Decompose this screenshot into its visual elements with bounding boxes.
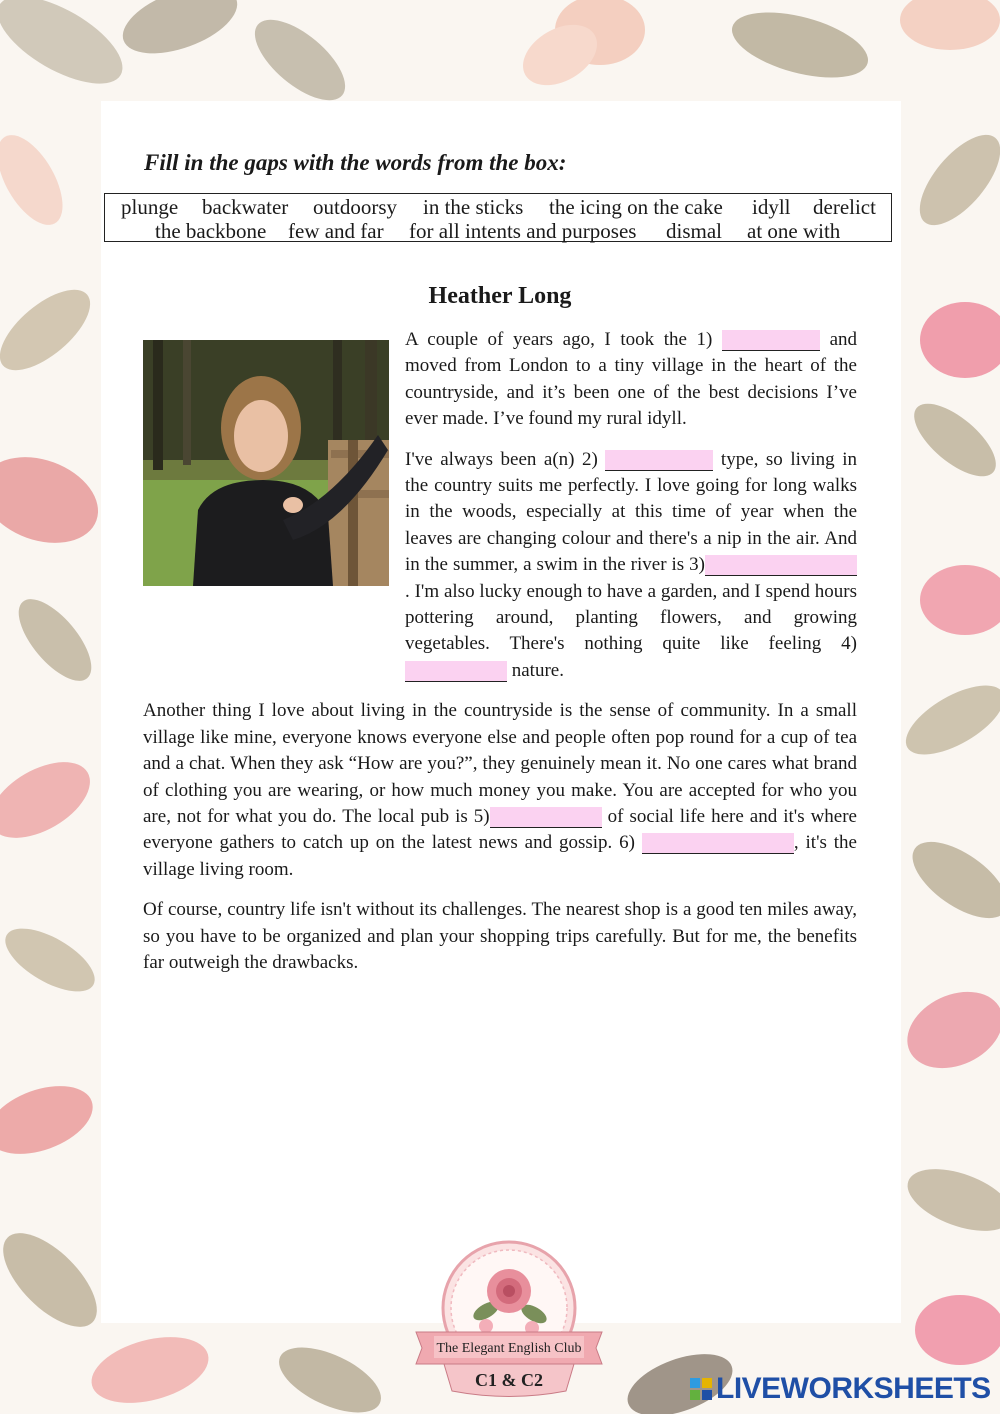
paragraph-2-text-b: type, so living in the country suits me perfectly. I love going for long walks in the woods, especially at this time of year when the leaves are changing colour and there's a nip in the air. And in the summer, a swim in the river is 3) [405, 448, 857, 576]
paragraph-3 [143, 698, 857, 883]
gap-6-input[interactable] [642, 833, 794, 854]
word-at-one-with: at one with [747, 219, 841, 243]
gap-1-input[interactable] [722, 330, 820, 351]
liveworksheets-icon [690, 1378, 712, 1400]
article-body [143, 327, 857, 990]
paragraph-2-text-d: nature. [511, 659, 564, 681]
logo-club-name: The Elegant English Club [436, 1341, 582, 1356]
photo-spacer [143, 447, 405, 697]
word-outdoorsy: outdoorsy [313, 195, 397, 219]
word-derelict: derelict [813, 195, 876, 219]
logo-level: C1 & C2 [475, 1370, 543, 1390]
word-box [104, 193, 892, 242]
paragraph-2 [143, 447, 857, 685]
paragraph-2-text-a: I've always been a(n) 2) [405, 448, 598, 470]
word-few-and-far: few and far [288, 219, 384, 243]
paragraph-2-text-c: . I'm also lucky enough to have a garden, and I spend hours pottering around, planting flowers, and growing vegetables. There's nothing quite like feeling 4) [405, 580, 857, 655]
paragraph-4: Of course, country life isn't without its challenges. The nearest shop is a good ten miles away, so you have to be organized and plan your shopping trips carefully. But for me, the benefits far outweigh the drawbacks. [143, 899, 857, 973]
word-plunge: plunge [121, 195, 179, 219]
word-for-all-intents: for all intents and purposes [409, 219, 637, 243]
word-in-the-sticks: in the sticks [423, 195, 524, 219]
liveworksheets-text: LIVEWORKSHEETS [716, 1372, 991, 1405]
paragraph-3-text-a: Another thing I love about living in the countryside is the sense of community. In a small village like mine, everyone knows everyone else and people often pop round for a cup of tea and a chat. When they ask “How are you?”, they genuinely mean it. No one cares what brand of clothing you are wearing, or how much money you make. You are accepted for who you are, not for what you do. The local pub is 5) [143, 700, 857, 827]
paragraph-1-text-b: and moved from London to a tiny village in the heart of the countryside, and it’s been one of the best decisions I’ve ever made. I’ve found my rural idyll. [405, 329, 858, 430]
gap-5-input[interactable] [490, 807, 602, 828]
paragraph-3-text-b: of social life here and it's where everyone gathers to catch up on the latest news and gossip. 6) [143, 805, 857, 854]
word-the-backbone: the backbone [155, 219, 267, 243]
instruction-text: Fill in the gaps with the words from the box: [144, 150, 567, 175]
word-box-row-1 [105, 195, 891, 219]
paragraph-1-text-a: A couple of years ago, I took the 1) [405, 329, 713, 350]
club-logo [414, 1236, 604, 1406]
word-icing-on-the-cake: the icing on the cake [549, 195, 723, 219]
gap-4-input[interactable] [405, 661, 507, 682]
word-box-row-2 [105, 219, 891, 243]
word-backwater: backwater [202, 195, 289, 219]
word-dismal: dismal [666, 219, 722, 243]
word-idyll: idyll [752, 195, 791, 219]
gap-3-input[interactable] [705, 555, 857, 576]
paragraph-3-text-c: , it's the village living room. [143, 832, 857, 880]
paragraph-1 [405, 327, 857, 433]
article-title: Heather Long [428, 283, 572, 309]
liveworksheets-watermark [690, 1372, 991, 1408]
gap-2-input[interactable] [605, 450, 713, 471]
